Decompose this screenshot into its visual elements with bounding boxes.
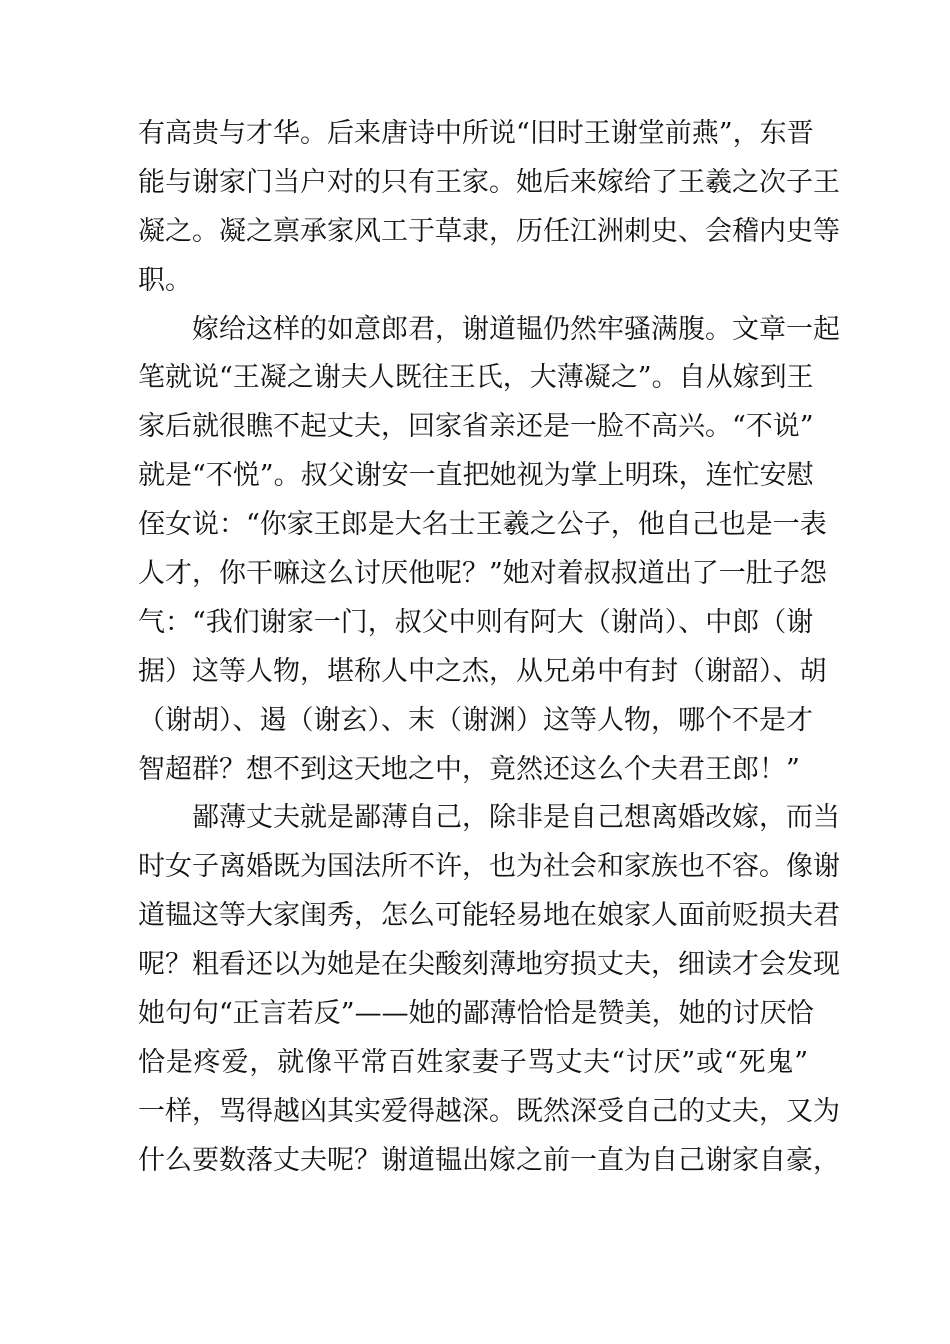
text-line: 一样，骂得越凶其实爱得越深。既然深受自己的丈夫，又为: [138, 1095, 840, 1127]
text-line: 恰是疼爱，就像平常百姓家妻子骂丈夫“讨厌”或“死鬼”: [138, 1046, 808, 1078]
text-line: 时女子离婚既为国法所不许，也为社会和家族也不容。像谢: [138, 851, 840, 883]
text-line: 智超群？想不到这天地之中，竟然还这么个夫君王郎！”: [138, 753, 800, 785]
text-line: 有高贵与才华。后来唐诗中所说“旧时王谢堂前燕”，东晋: [138, 118, 814, 149]
text-line: 侄女说：“你家王郎是大名士王羲之公子，他自己也是一表: [138, 509, 827, 541]
text-line: 人才，你干嘛这么讨厌他呢？”她对着叔叔道出了一肚子怨: [138, 558, 827, 590]
paragraph-3: [138, 794, 840, 1185]
text-line: 家后就很瞧不起丈夫，回家省亲还是一脸不高兴。“不说”: [138, 411, 814, 443]
text-line: （谢胡）、遏（谢玄）、末（谢渊）这等人物，哪个不是才: [138, 704, 813, 736]
text-line: 什么要数落丈夫呢？谢道韫出嫁之前一直为自己谢家自豪，: [138, 1144, 840, 1176]
text-line: 她句句“正言若反”——她的鄙薄恰恰是赞美，她的讨厌恰: [138, 998, 814, 1030]
text-line: 鄙薄丈夫就是鄙薄自己，除非是自己想离婚改嫁，而当: [192, 802, 840, 834]
text-line: 气：“我们谢家一门，叔父中则有阿大（谢尚）、中郎（谢: [138, 606, 814, 638]
paragraph-2: [138, 306, 840, 795]
text-line: 据）这等人物，堪称人中之杰，从兄弟中有封（谢韶）、胡: [138, 655, 827, 687]
body-text: [138, 110, 840, 1186]
text-line: 凝之。凝之禀承家风工于草隶，历任江洲刺史、会稽内史等: [138, 215, 840, 247]
text-line: 嫁给这样的如意郎君，谢道韫仍然牢骚满腹。文章一起: [192, 313, 840, 345]
paragraph-1: [138, 110, 840, 306]
text-line: 道韫这等大家闺秀，怎么可能轻易地在娘家人面前贬损夫君: [138, 900, 840, 932]
text-line: 就是“不悦”。叔父谢安一直把她视为掌上明珠，连忙安慰: [138, 460, 814, 492]
text-line: 职。: [138, 264, 192, 296]
text-line: 呢？粗看还以为她是在尖酸刻薄地穷损丈夫，细读才会发现: [138, 949, 840, 981]
text-line: 笔就说“王凝之谢夫人既往王氏，大薄凝之”。自从嫁到王: [138, 362, 814, 394]
text-line: 能与谢家门当户对的只有王家。她后来嫁给了王羲之次子王: [138, 166, 840, 198]
